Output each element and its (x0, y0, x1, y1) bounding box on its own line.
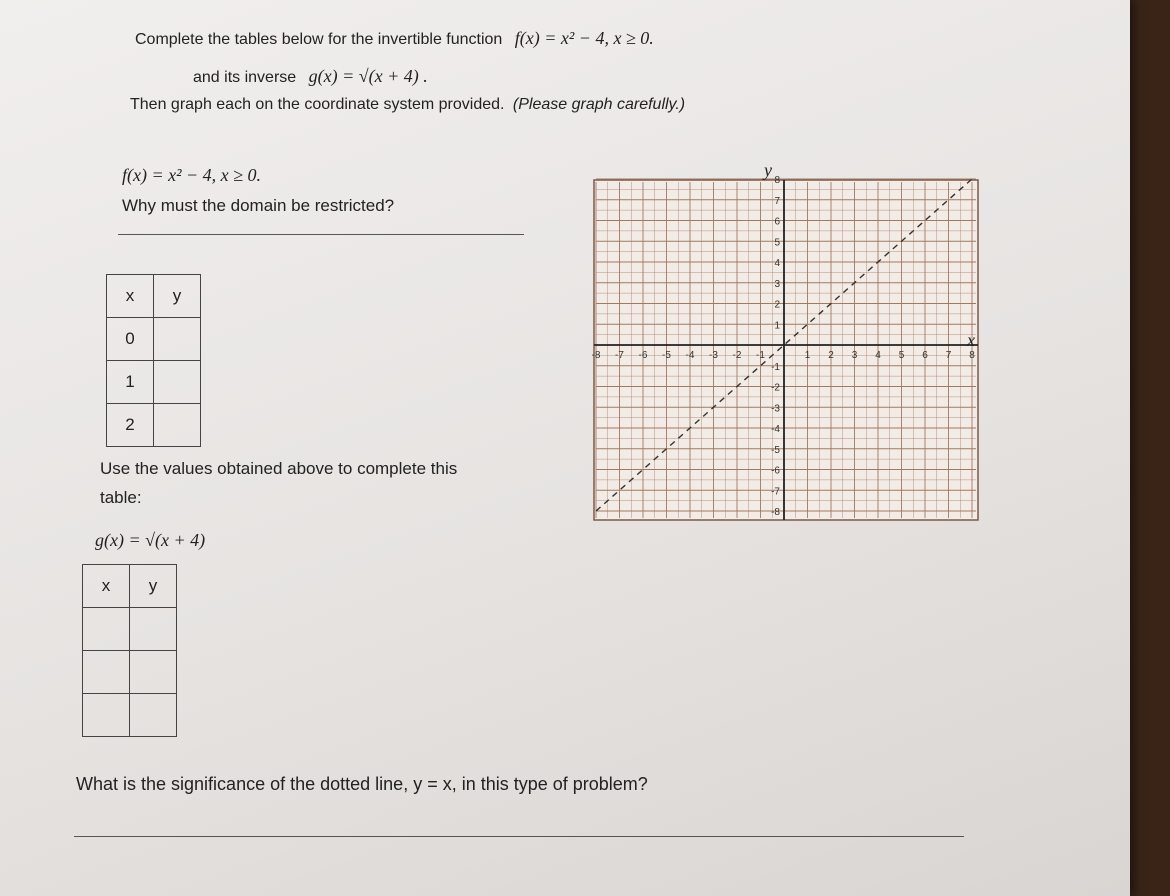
intro-line-1-text: Complete the tables below for the invertible function (135, 31, 503, 48)
table-cell-x: 2 (107, 404, 154, 447)
intro-line-1 (135, 28, 654, 49)
x-tick-label: -2 (732, 350, 742, 361)
table-header-x: x (107, 275, 154, 318)
y-tick-label: -7 (771, 486, 780, 498)
x-tick-label: -6 (638, 350, 648, 361)
y-tick-label: 6 (774, 216, 780, 228)
intro-g-definition: g(x) = √(x + 4) . (308, 66, 428, 86)
table-row (83, 608, 177, 651)
g-value-table (82, 564, 177, 737)
g-label: g(x) = √(x + 4) (95, 530, 206, 550)
y-tick-label: -4 (771, 424, 780, 435)
table-cell-y[interactable] (130, 694, 177, 737)
y-axis-label: y (764, 160, 772, 180)
intro-line-2 (193, 66, 428, 87)
table-cell-y[interactable] (130, 651, 177, 694)
y-tick-label: 5 (774, 237, 780, 249)
table-row (83, 694, 177, 737)
intro-line-3-text: Then graph each on the coordinate system provided. (130, 96, 505, 113)
y-tick-label: 1 (774, 320, 780, 332)
table-header-row (107, 275, 201, 318)
table-cell-x[interactable] (83, 608, 130, 651)
x-tick-label: 6 (922, 350, 928, 361)
y-tick-label: -8 (771, 507, 780, 518)
table-row (83, 651, 177, 694)
x-tick-label: 8 (969, 350, 975, 361)
x-tick-label: -8 (591, 350, 601, 361)
f-label: f(x) = x² − 4, x ≥ 0. (122, 165, 262, 185)
f-value-table (106, 274, 201, 447)
table-cell-y[interactable] (154, 361, 201, 404)
y-tick-label: 4 (774, 258, 780, 269)
domain-question: Why must the domain be restricted? (122, 196, 395, 215)
final-question: What is the significance of the dotted line, y = x, in this type of problem? (76, 774, 648, 794)
x-tick-label: -7 (615, 350, 624, 361)
y-tick-label: 7 (774, 195, 780, 207)
table-cell-x[interactable] (83, 651, 130, 694)
intro-line-2-text: and its inverse (193, 69, 297, 86)
x-tick-label: 3 (851, 350, 858, 361)
table-header-row (83, 565, 177, 608)
x-tick-label: -1 (756, 350, 765, 361)
g-instruction-line-2: table: (100, 488, 142, 507)
intro-line-3 (130, 96, 685, 114)
y-tick-label: 2 (774, 299, 780, 311)
coordinate-grid[interactable] (591, 175, 994, 525)
x-tick-label: 7 (945, 350, 952, 361)
y-tick-label: -3 (771, 403, 780, 415)
y-tick-label: 8 (774, 175, 780, 186)
final-answer-line[interactable] (74, 836, 964, 837)
table-cell-x: 0 (107, 318, 154, 361)
table-header-y: y (130, 565, 177, 608)
table-cell-y[interactable] (154, 404, 201, 447)
x-tick-label: 1 (804, 350, 811, 361)
table-header-x: x (83, 565, 130, 608)
y-tick-label: 3 (774, 278, 780, 290)
table-cell-y[interactable] (154, 318, 201, 361)
table-row (107, 318, 201, 361)
g-instruction-line-1: Use the values obtained above to complete this (100, 459, 458, 478)
intro-f-definition: f(x) = x² − 4, x ≥ 0. (514, 28, 654, 48)
x-tick-label: -4 (685, 350, 695, 361)
y-tick-label: -1 (771, 361, 780, 373)
x-tick-label: 4 (875, 350, 881, 361)
x-tick-label: -5 (662, 350, 671, 361)
y-tick-label: -5 (771, 444, 780, 456)
y-tick-label: -6 (771, 465, 780, 477)
x-axis-label: x (967, 330, 975, 350)
table-row (107, 361, 201, 404)
table-row (107, 404, 201, 447)
x-tick-label: -3 (709, 350, 718, 361)
table-cell-x[interactable] (83, 694, 130, 737)
table-header-y: y (154, 275, 201, 318)
y-tick-label: -2 (771, 382, 780, 394)
x-tick-label: 2 (828, 350, 834, 361)
x-tick-label: 5 (898, 350, 905, 361)
domain-answer-line[interactable] (118, 234, 524, 235)
table-cell-x: 1 (107, 361, 154, 404)
intro-emphasis: (Please graph carefully.) (512, 96, 686, 113)
table-cell-y[interactable] (130, 608, 177, 651)
